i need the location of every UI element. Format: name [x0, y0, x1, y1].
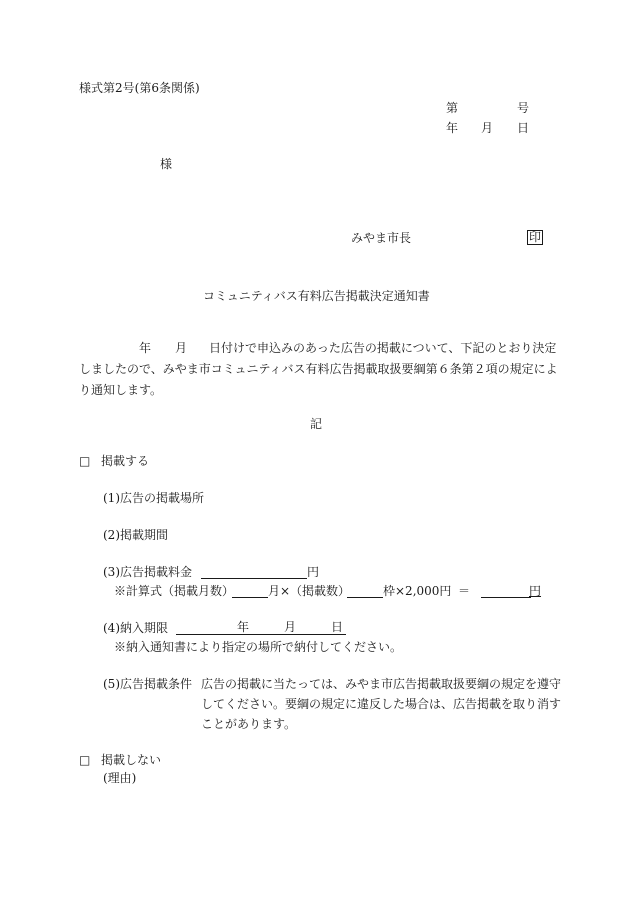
intro-line3: り通知します。	[79, 383, 163, 397]
doc-number-suffix: 号	[517, 101, 530, 115]
item-place: (1)広告の掲載場所	[103, 491, 204, 505]
intro-line1: 日付けで申込みのあった広告の掲載について、下記のとおり決定	[209, 341, 557, 355]
intro-month: 月	[175, 341, 188, 355]
date-day: 日	[517, 121, 530, 135]
item-conditions-label: (5)広告掲載条件	[103, 677, 192, 691]
formula-rate: 枠×2,000円	[383, 584, 452, 598]
formula-equals: ＝	[458, 584, 471, 598]
intro-line2: しましたので、みやま市コミュニティバス有料広告掲載取扱要綱第６条第２項の規定によ	[79, 362, 558, 376]
addressee-suffix: 様	[160, 157, 173, 171]
publish-checkbox[interactable]: □	[79, 454, 91, 468]
deadline-day: 日	[331, 620, 344, 634]
payment-note: ※納入通知書により指定の場所で納付してください。	[114, 640, 403, 654]
formula-total-blank[interactable]	[481, 584, 531, 598]
intro-year: 年	[139, 341, 152, 355]
formula-months: 月×（掲載数）	[268, 584, 351, 598]
date-month: 月	[481, 121, 494, 135]
document-title: コミュニティバス有料広告掲載決定通知書	[203, 289, 430, 303]
not-publish-checkbox[interactable]: □	[79, 753, 91, 767]
conditions-line3: ことがあります。	[201, 717, 297, 731]
form-code: 様式第2号(第6条関係)	[79, 81, 200, 95]
date-year: 年	[446, 121, 459, 135]
not-publish-label: 掲載しない	[101, 753, 162, 767]
item-period: (2)掲載期間	[103, 528, 168, 542]
conditions-line2: してください。要綱の規定に違反した場合は、広告掲載を取り消す	[201, 697, 562, 711]
formula-count-blank[interactable]	[347, 584, 383, 598]
formula-months-blank[interactable]	[232, 584, 268, 598]
fee-unit: 円	[307, 565, 320, 579]
formula-label: ※計算式（掲載月数）	[114, 584, 235, 598]
ki-heading: 記	[310, 417, 323, 431]
seal-mark: 印	[529, 230, 542, 244]
publish-label: 掲載する	[101, 454, 150, 468]
issuer-name: みやま市長	[351, 231, 412, 245]
deadline-month: 月	[284, 620, 297, 634]
fee-blank[interactable]	[201, 565, 307, 579]
not-publish-reason: (理由)	[103, 771, 137, 785]
conditions-line1: 広告の掲載に当たっては、みやま市広告掲載取扱要綱の規定を遵守	[201, 677, 562, 691]
doc-number-prefix: 第	[446, 101, 459, 115]
item-fee-label: (3)広告掲載料金	[103, 565, 192, 579]
formula-unit: 円	[529, 584, 542, 598]
deadline-year: 年	[237, 620, 250, 634]
deadline-blank[interactable]	[176, 621, 346, 635]
item-deadline-label: (4)納入期限	[103, 621, 168, 635]
